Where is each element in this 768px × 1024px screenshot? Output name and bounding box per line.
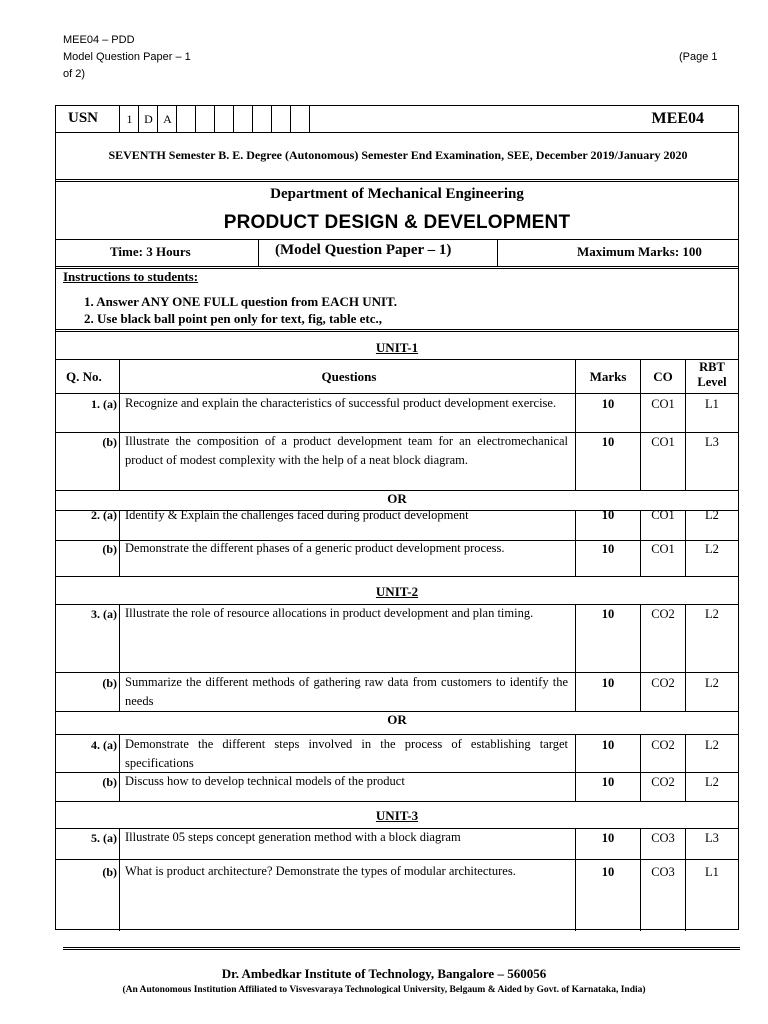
- question-text: Demonstrate the different phases of a generic product development process.: [125, 541, 505, 555]
- subject-title: PRODUCT DESIGN & DEVELOPMENT: [223, 212, 571, 233]
- co-cell: CO3: [651, 831, 675, 845]
- co-cell: CO3: [651, 865, 675, 879]
- co-cell: CO1: [651, 397, 675, 411]
- unit-title: UNIT-3: [375, 808, 419, 823]
- co-cell: CO1: [651, 542, 675, 556]
- paper-label: (Model Question Paper – 1): [275, 242, 452, 258]
- question-number: 4. (a): [91, 738, 117, 752]
- co-cell: CO1: [651, 435, 675, 449]
- semester-line: SEVENTH Semester B. E. Degree (Autonomous) Semester End Examination, SEE, December 2019/January 2020: [108, 148, 688, 162]
- usn-box: [176, 106, 196, 132]
- question-number: 1. (a): [91, 397, 117, 411]
- usn-box: [271, 106, 291, 132]
- rbt-cell: L2: [705, 738, 719, 752]
- rbt-cell: L1: [705, 865, 719, 879]
- usn-box: [214, 106, 234, 132]
- question-text: Illustrate the role of resource allocations in product development and plan timing.: [125, 606, 534, 620]
- marks-cell: 10: [601, 397, 615, 411]
- or-separator: OR: [387, 491, 407, 506]
- co-cell: CO2: [651, 775, 675, 789]
- marks-cell: 10: [601, 775, 615, 789]
- rbt-cell: L2: [705, 775, 719, 789]
- question-number: 2. (a): [91, 508, 117, 522]
- column-header-questions: Questions: [321, 369, 377, 384]
- column-header-marks: Marks: [589, 369, 627, 384]
- question-text: Illustrate the composition of a product development team for an electromechanical product of modest complexity with the help of a neat block diagram.: [125, 434, 568, 467]
- question-text: Identify & Explain the challenges faced during product development: [125, 508, 469, 522]
- rbt-cell: L2: [705, 542, 719, 556]
- question-number: 3. (a): [91, 607, 117, 621]
- unit-title: UNIT-2: [375, 584, 419, 599]
- usn-box: D: [138, 106, 158, 132]
- institute-affiliation: (An Autonomous Institution Affiliated to Visvesvaraya Technological University, Belgaum & Aided by Govt. of Karnataka, India): [122, 985, 646, 995]
- usn-box: [290, 106, 310, 132]
- usn-box: [195, 106, 215, 132]
- question-text: Discuss how to develop technical models of the product: [125, 774, 405, 788]
- rbt-cell: L3: [705, 831, 719, 845]
- question-text: Recognize and explain the characteristics of successful product development exercise.: [125, 396, 557, 410]
- marks-cell: 10: [601, 508, 615, 522]
- maximum-marks: Maximum Marks: 100: [577, 244, 702, 259]
- question-text: Demonstrate the different steps involved in the process of establishing target specifications: [125, 737, 568, 770]
- course-code: MEE04: [651, 110, 704, 127]
- usn-label: USN: [68, 110, 99, 126]
- question-paper-frame: [55, 105, 739, 930]
- column-header-co: CO: [653, 369, 673, 384]
- usn-box: [233, 106, 253, 132]
- rbt-cell: L2: [705, 607, 719, 621]
- instruction-item: 1. Answer ANY ONE FULL question from EACH UNIT.: [84, 294, 397, 309]
- column-header-rbt: RBT Level: [697, 360, 727, 389]
- institute-name: Dr. Ambedkar Institute of Technology, Bangalore – 560056: [221, 966, 547, 981]
- usn-box: [252, 106, 272, 132]
- question-number: (b): [102, 865, 117, 879]
- rbt-cell: L1: [705, 397, 719, 411]
- course-code-header: MEE04 – PDD: [63, 34, 135, 46]
- marks-cell: 10: [601, 607, 615, 621]
- question-number: 5. (a): [91, 831, 117, 845]
- question-number: (b): [102, 676, 117, 690]
- rbt-cell: L3: [705, 435, 719, 449]
- unit-title: UNIT-1: [375, 340, 419, 355]
- co-cell: CO1: [651, 508, 675, 522]
- rbt-cell: L2: [705, 676, 719, 690]
- page-number: (Page 1: [679, 51, 718, 63]
- question-number: (b): [102, 542, 117, 556]
- usn-box: A: [157, 106, 177, 132]
- marks-cell: 10: [601, 738, 615, 752]
- instruction-item: 2. Use black ball point pen only for text, fig, table etc.,: [84, 311, 383, 326]
- question-text: Summarize the different methods of gathering raw data from customers to identify the needs: [125, 675, 568, 708]
- marks-cell: 10: [601, 542, 615, 556]
- question-number: (b): [102, 435, 117, 449]
- rbt-cell: L2: [705, 508, 719, 522]
- question-text: What is product architecture? Demonstrate the types of modular architectures.: [125, 864, 516, 878]
- exam-duration: Time: 3 Hours: [110, 244, 191, 259]
- marks-cell: 10: [601, 831, 615, 845]
- co-cell: CO2: [651, 607, 675, 621]
- co-cell: CO2: [651, 738, 675, 752]
- co-cell: CO2: [651, 676, 675, 690]
- or-separator: OR: [387, 712, 407, 727]
- footer-divider: [63, 947, 740, 950]
- column-header-qno: Q. No.: [66, 369, 102, 384]
- page-total: of 2): [63, 68, 86, 80]
- department-title: Department of Mechanical Engineering: [270, 186, 524, 202]
- marks-cell: 10: [601, 865, 615, 879]
- instructions-heading: Instructions to students:: [63, 269, 199, 284]
- question-number: (b): [102, 775, 117, 789]
- usn-box: 1: [119, 106, 139, 132]
- marks-cell: 10: [601, 435, 615, 449]
- paper-name-header: Model Question Paper – 1: [63, 51, 191, 63]
- question-text: Illustrate 05 steps concept generation method with a block diagram: [125, 830, 461, 844]
- marks-cell: 10: [601, 676, 615, 690]
